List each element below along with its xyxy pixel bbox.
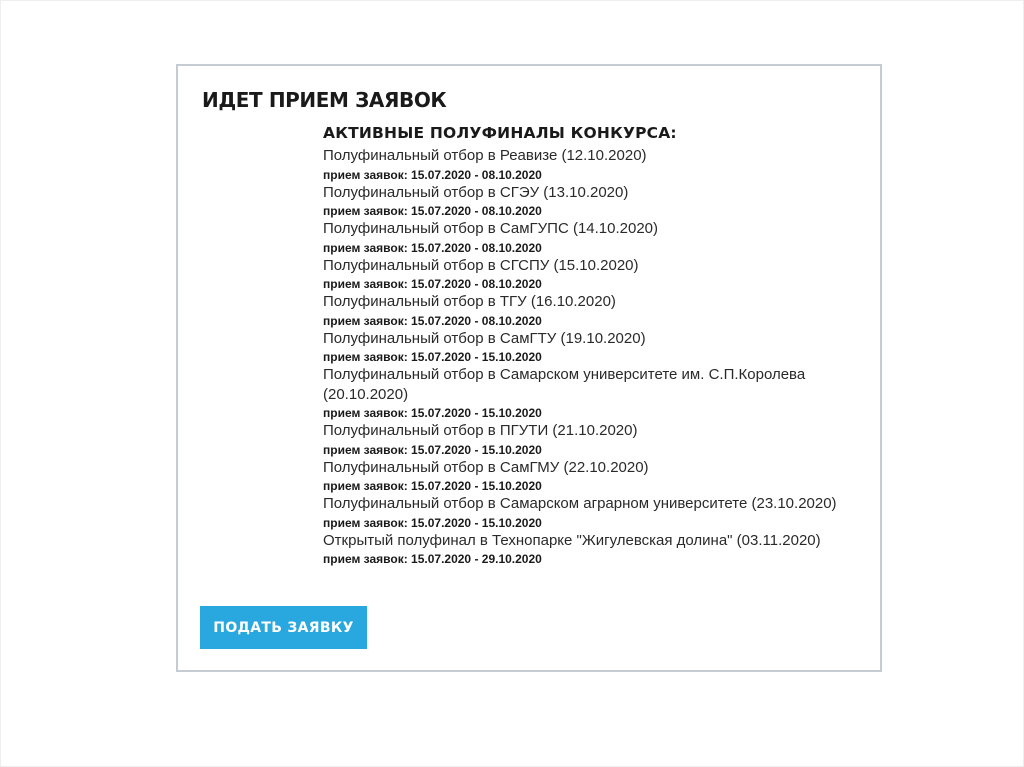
semifinal-dates: прием заявок: 15.07.2020 - 08.10.2020 [323, 277, 542, 291]
semifinal-dates: прием заявок: 15.07.2020 - 15.10.2020 [323, 442, 542, 457]
semifinal-item [323, 531, 863, 568]
semifinal-dates: прием заявок: 15.07.2020 - 15.10.2020 [323, 350, 542, 364]
semifinal-item [323, 183, 863, 220]
semifinal-title: Полуфинальный отбор в СамГТУ (19.10.2020) [323, 329, 646, 347]
semifinal-title: Полуфинальный отбор в СамГМУ (22.10.2020) [323, 458, 649, 476]
semifinal-item [323, 146, 863, 183]
semifinal-dates: прием заявок: 15.07.2020 - 08.10.2020 [323, 204, 542, 218]
semifinal-title: Полуфинальный отбор в Самарском аграрном университете (23.10.2020) [323, 495, 837, 512]
semifinal-dates: прием заявок: 15.07.2020 - 15.10.2020 [323, 515, 542, 530]
semifinal-title: Открытый полуфинал в Технопарке "Жигулевская долина" (03.11.2020) [323, 531, 821, 549]
apply-button[interactable]: ПОДАТЬ ЗАЯВКУ [200, 606, 367, 649]
semifinal-title: Полуфинальный отбор в Самарском университете им. С.П.Королева (20.10.2020) [323, 366, 806, 403]
applications-card [176, 64, 882, 672]
semifinals-list [323, 146, 863, 567]
semifinals-section [323, 123, 863, 567]
semifinal-item [323, 256, 863, 293]
semifinal-item [323, 494, 863, 531]
semifinal-dates: прием заявок: 15.07.2020 - 08.10.2020 [323, 240, 542, 255]
section-title: АКТИВНЫЕ ПОЛУФИНАЛЫ КОНКУРСА: [323, 124, 677, 142]
semifinal-title: Полуфинальный отбор в ТГУ (16.10.2020) [323, 293, 616, 310]
semifinal-dates: прием заявок: 15.07.2020 - 15.10.2020 [323, 479, 542, 493]
card-title: ИДЕТ ПРИЕМ ЗАЯВОК [202, 88, 447, 112]
semifinal-title: Полуфинальный отбор в ПГУТИ (21.10.2020) [323, 422, 638, 439]
semifinal-dates: прием заявок: 15.07.2020 - 15.10.2020 [323, 406, 542, 420]
semifinal-title: Полуфинальный отбор в СГСПУ (15.10.2020) [323, 256, 639, 274]
semifinal-item [323, 421, 863, 458]
semifinal-item [323, 219, 863, 256]
semifinal-title: Полуфинальный отбор в СГЭУ (13.10.2020) [323, 183, 629, 201]
semifinal-item [323, 458, 863, 495]
semifinal-title: Полуфинальный отбор в СамГУПС (14.10.2020) [323, 220, 659, 237]
semifinal-item [323, 365, 863, 421]
semifinal-dates: прием заявок: 15.07.2020 - 08.10.2020 [323, 167, 542, 182]
semifinal-item [323, 292, 863, 329]
semifinal-title: Полуфинальный отбор в Реавизе (12.10.2020) [323, 147, 647, 164]
semifinal-dates: прием заявок: 15.07.2020 - 29.10.2020 [323, 552, 542, 566]
semifinal-dates: прием заявок: 15.07.2020 - 08.10.2020 [323, 313, 542, 328]
semifinal-item [323, 329, 863, 366]
